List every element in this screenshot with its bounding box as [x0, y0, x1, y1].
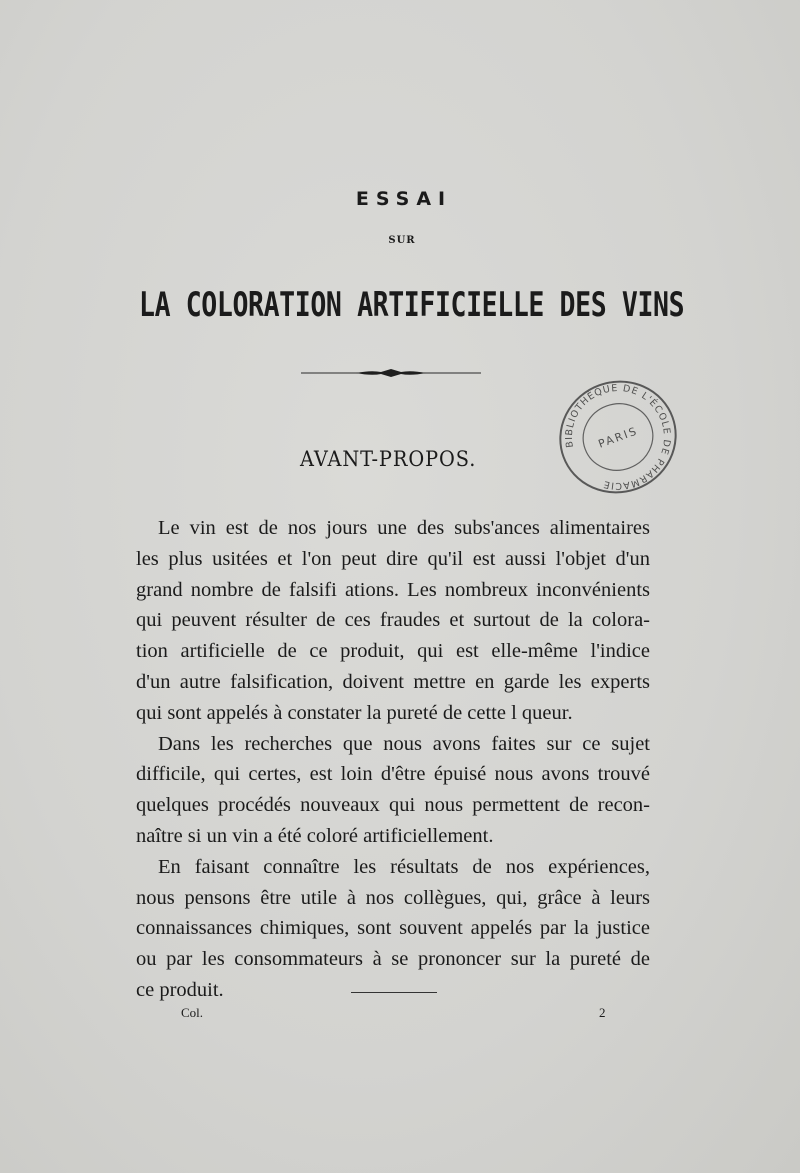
- signature-mark: Col.: [181, 1005, 204, 1020]
- main-title: LA COLORATION ARTIFICIELLE DES VINS: [139, 285, 685, 325]
- body-line: ce produit.: [136, 978, 224, 1001]
- body-line: les plus usitées et l'on peut dire qu'il est aussi l'objet d'un: [136, 547, 650, 570]
- stamp-outer-text: BIBLIOTHÈQUE DE L'ÉCOLE DE PHARMACIE: [563, 382, 673, 492]
- body-line: tion artificielle de ce produit, qui est elle-même l'indice: [136, 640, 650, 663]
- header-sur: SUR: [388, 235, 416, 246]
- body-line: Le vin est de nos jours une des subs'ances alimentaires: [158, 517, 650, 539]
- section-title: AVANT-PROPOS.: [300, 447, 477, 471]
- body-line: ou par les consommateurs à se prononcer sur la pureté de: [136, 948, 650, 971]
- library-stamp: [553, 377, 683, 497]
- body-line: naître si un vin a été coloré artificiellement.: [136, 824, 494, 847]
- body-line: Dans les recherches que nous avons faites sur ce sujet: [158, 732, 650, 755]
- body-line: grand nombre de falsifi ations. Les nombreux inconvénients: [136, 578, 650, 601]
- body-line: connaissances chimiques, sont souvent appelés par la justice: [136, 917, 650, 940]
- stamp-center-text: PARIS: [596, 424, 640, 451]
- end-rule: [351, 992, 437, 993]
- header-essai: ESSAI: [355, 188, 453, 210]
- body-line: En faisant connaître les résultats de nos expériences,: [158, 855, 650, 878]
- body-text: [136, 513, 650, 1006]
- body-line: qui peuvent résulter de ces fraudes et surtout de la colora-: [136, 609, 650, 632]
- body-line: d'un autre falsification, doivent mettre en garde les experts: [136, 670, 650, 693]
- body-line: quelques procédés nouveaux qui nous permettent de recon-: [136, 794, 650, 817]
- signature-number: 2: [599, 1005, 606, 1020]
- body-line: nous pensons être utile à nos collègues, qui, grâce à leurs: [136, 886, 650, 909]
- title-ornament-rule: [301, 368, 481, 378]
- body-line: difficile, qui certes, est loin d'être épuisé nous avons trouvé: [136, 763, 650, 786]
- body-line: qui sont appelés à constater la pureté de cette l queur.: [136, 701, 573, 724]
